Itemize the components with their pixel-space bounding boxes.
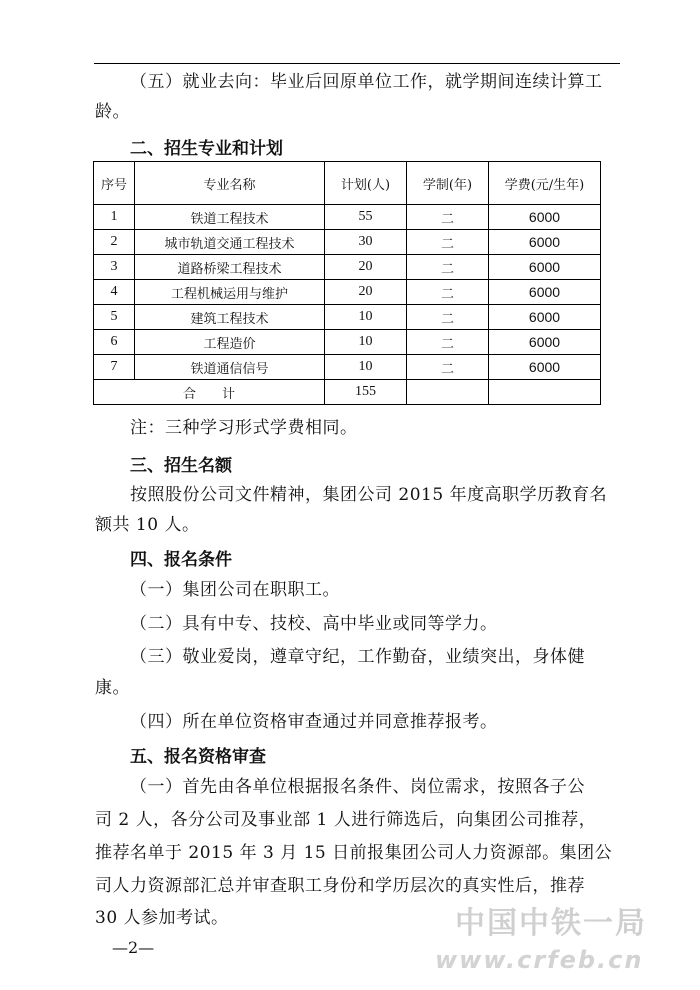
- row-fee: 6000: [489, 330, 601, 355]
- row-duration: 二: [407, 280, 489, 305]
- employment-line-1: （五）就业去向：毕业后回原单位工作，就学期间连续计算工: [130, 72, 603, 92]
- table-row: [94, 330, 601, 355]
- quota-line-2: 额共 10 人。: [95, 515, 200, 535]
- header-rule: [94, 63, 620, 64]
- section-4-heading: 四、报名条件: [130, 550, 232, 570]
- watermark-url: www.crfeb.cn: [435, 946, 644, 974]
- condition-3-line-1: （三）敬业爱岗，遵章守纪，工作勤奋，业绩突出，身体健: [130, 647, 585, 667]
- page-number: —2—: [112, 938, 155, 957]
- table-row: [94, 280, 601, 305]
- row-plan: 10: [325, 305, 407, 330]
- row-index: 2: [94, 230, 135, 255]
- row-plan: 30: [325, 230, 407, 255]
- row-index: 5: [94, 305, 135, 330]
- review-line-5: 30 人参加考试。: [95, 908, 229, 928]
- table-row: [94, 305, 601, 330]
- total-empty-fee: [489, 380, 601, 405]
- table-header-row: [94, 162, 601, 205]
- row-major: 城市轨道交通工程技术: [135, 230, 325, 255]
- row-plan: 10: [325, 355, 407, 380]
- table-total-row: [94, 380, 601, 405]
- condition-1: （一）集团公司在职职工。: [130, 580, 340, 600]
- header-fee: 学费(元/生年): [489, 162, 601, 205]
- header-duration: 学制(年): [407, 162, 489, 205]
- condition-4: （四）所在单位资格审查通过并同意推荐报考。: [130, 712, 498, 732]
- row-duration: 二: [407, 355, 489, 380]
- row-duration: 二: [407, 330, 489, 355]
- header-index: 序号: [94, 162, 135, 205]
- row-plan: 55: [325, 205, 407, 230]
- condition-2: （二）具有中专、技校、高中毕业或同等学力。: [130, 614, 498, 634]
- row-major: 铁道通信信号: [135, 355, 325, 380]
- row-major: 铁道工程技术: [135, 205, 325, 230]
- enrollment-plan-table: [93, 161, 601, 405]
- row-duration: 二: [407, 305, 489, 330]
- row-plan: 10: [325, 330, 407, 355]
- row-major: 建筑工程技术: [135, 305, 325, 330]
- total-label: 合 计: [94, 380, 325, 405]
- row-plan: 20: [325, 255, 407, 280]
- row-major: 工程造价: [135, 330, 325, 355]
- row-duration: 二: [407, 230, 489, 255]
- row-fee: 6000: [489, 255, 601, 280]
- review-line-4: 司人力资源部汇总并审查职工身份和学历层次的真实性后，推荐: [95, 876, 585, 896]
- row-fee: 6000: [489, 205, 601, 230]
- row-index: 3: [94, 255, 135, 280]
- employment-line-2: 龄。: [95, 102, 130, 122]
- review-line-3: 推荐名单于 2015 年 3 月 15 日前报集团公司人力资源部。集团公: [95, 843, 613, 863]
- section-5-heading: 五、报名资格审查: [130, 747, 266, 767]
- header-plan: 计划(人): [325, 162, 407, 205]
- row-index: 6: [94, 330, 135, 355]
- row-index: 1: [94, 205, 135, 230]
- row-fee: 6000: [489, 355, 601, 380]
- condition-3-line-2: 康。: [95, 678, 130, 698]
- review-line-2: 司 2 人，各分公司及事业部 1 人进行筛选后，向集团公司推荐，: [95, 810, 597, 830]
- row-fee: 6000: [489, 280, 601, 305]
- fee-note: 注：三种学习形式学费相同。: [130, 418, 358, 438]
- row-index: 7: [94, 355, 135, 380]
- total-value: 155: [325, 380, 407, 405]
- review-line-1: （一）首先由各单位根据报名条件、岗位需求，按照各子公: [130, 777, 585, 797]
- row-duration: 二: [407, 255, 489, 280]
- table-row: [94, 205, 601, 230]
- watermark-logo-text: 中国中铁一局: [455, 906, 647, 941]
- table-row: [94, 230, 601, 255]
- row-fee: 6000: [489, 305, 601, 330]
- section-3-heading: 三、招生名额: [130, 456, 232, 476]
- section-2-heading: 二、招生专业和计划: [130, 139, 283, 159]
- row-duration: 二: [407, 205, 489, 230]
- quota-line-1: 按照股份公司文件精神，集团公司 2015 年度高职学历教育名: [130, 485, 608, 505]
- row-index: 4: [94, 280, 135, 305]
- total-empty-duration: [407, 380, 489, 405]
- row-major: 工程机械运用与维护: [135, 280, 325, 305]
- row-plan: 20: [325, 280, 407, 305]
- row-major: 道路桥梁工程技术: [135, 255, 325, 280]
- header-major: 专业名称: [135, 162, 325, 205]
- table-row: [94, 255, 601, 280]
- row-fee: 6000: [489, 230, 601, 255]
- table-row: [94, 355, 601, 380]
